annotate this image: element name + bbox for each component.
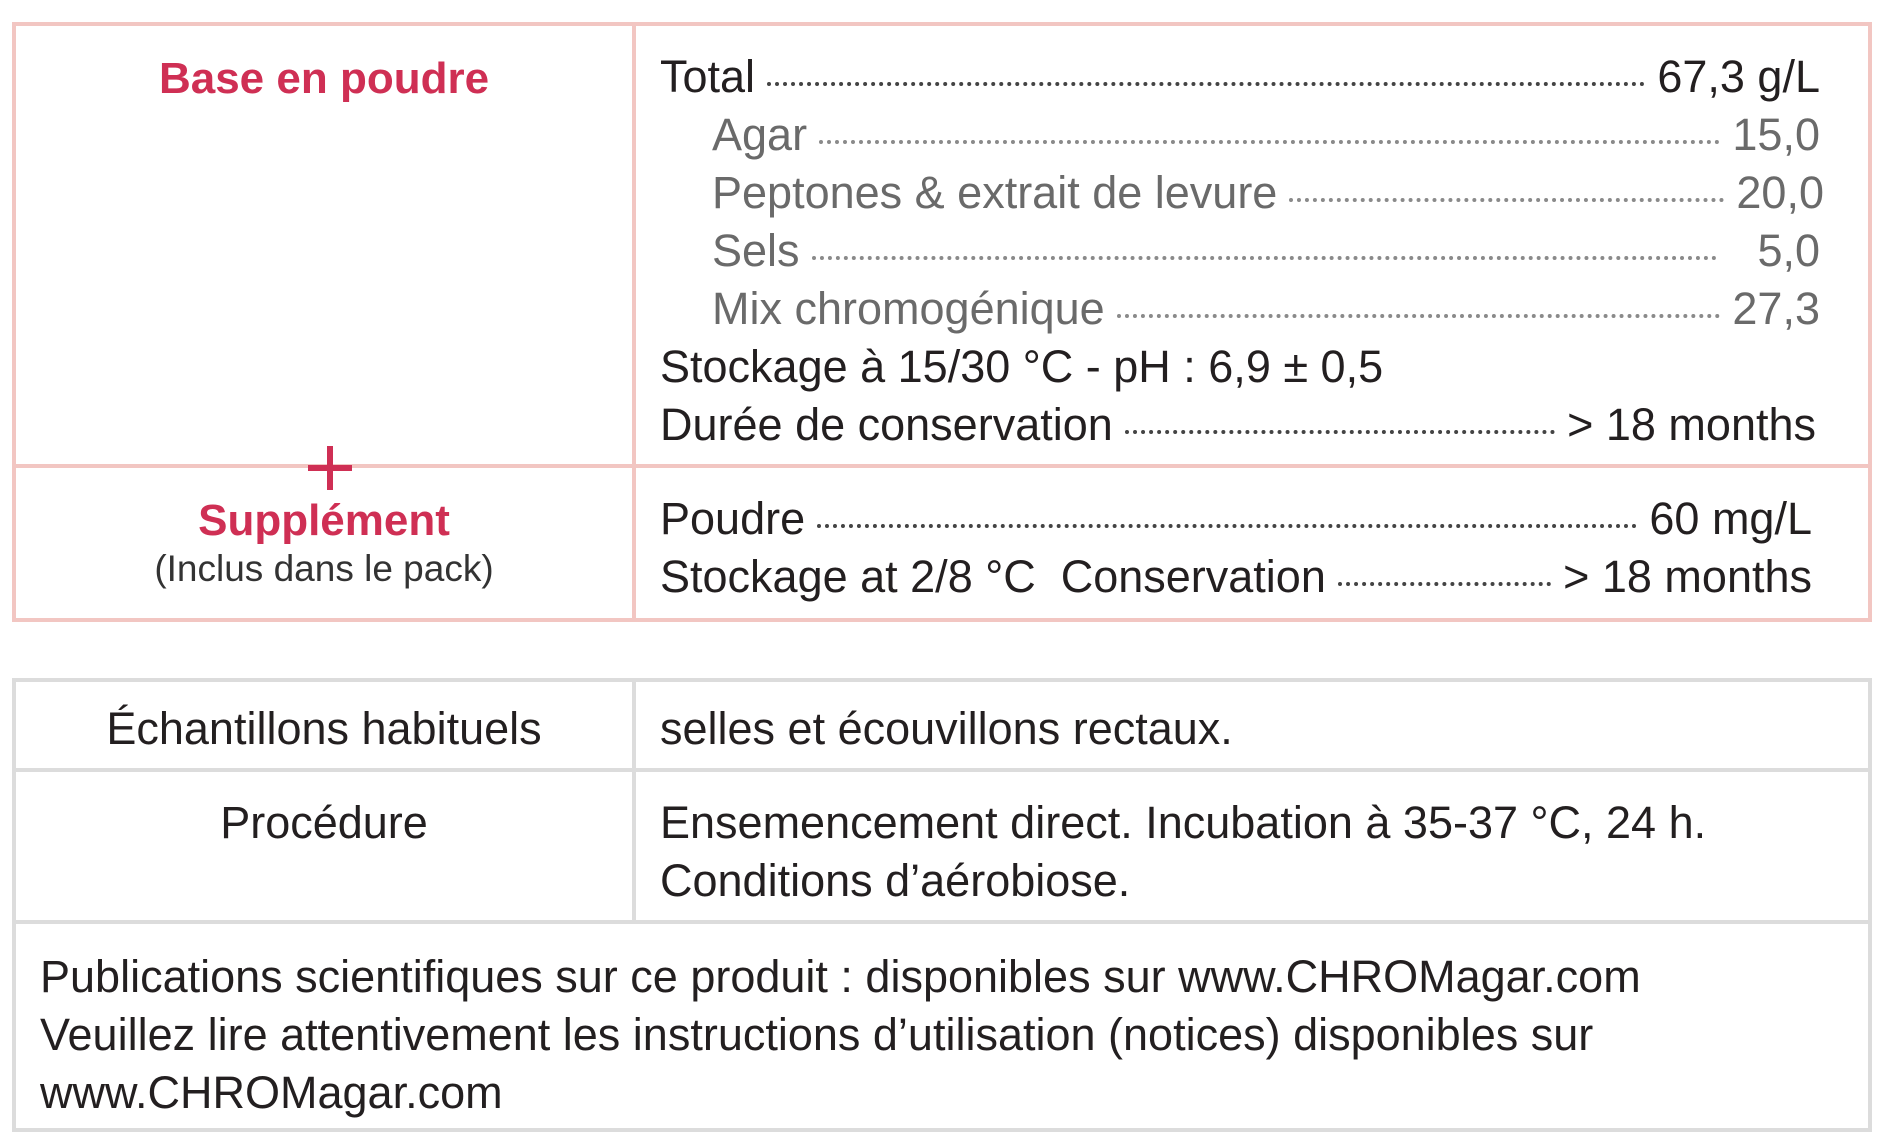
supplement-heading: Supplément	[198, 496, 450, 545]
row-label: Mix chromogénique	[712, 283, 1105, 334]
row-value: > 18 months	[1563, 551, 1812, 602]
row-label: Durée de conservation	[660, 399, 1113, 450]
total-row	[660, 48, 1820, 106]
powder-row	[660, 490, 1812, 548]
samples-label: Échantillons habituels	[106, 703, 542, 754]
row-label: Sels	[712, 225, 800, 276]
procedure-label: Procédure	[220, 797, 428, 848]
dot-leader	[1117, 314, 1721, 318]
row-divider	[12, 920, 1872, 924]
row-label: Peptones & extrait de levure	[712, 167, 1278, 218]
base-heading: Base en poudre	[158, 54, 490, 103]
column-divider	[632, 22, 636, 622]
base-storage: Stockage à 15/30 °C - pH : 6,9 ± 0,5	[660, 341, 1384, 392]
row-value: 27,3	[1732, 283, 1820, 334]
dot-leader	[1125, 430, 1555, 434]
dot-leader	[812, 256, 1718, 260]
row-divider	[12, 464, 1872, 468]
row-value: 20,0	[1736, 167, 1824, 218]
samples-value: selles et écouvillons rectaux.	[660, 703, 1233, 754]
sels-row	[712, 222, 1820, 280]
shelf-life-row	[660, 396, 1816, 454]
row-value: 67,3 g/L	[1657, 51, 1820, 102]
procedure-line-1: Ensemencement direct. Incubation à 35-37 °C, 24 h.	[660, 797, 1707, 848]
row-label: Total	[660, 51, 756, 102]
footer-line-2: Veuillez lire attentivement les instructions d’utilisation (notices) disponibles sur	[40, 1009, 1594, 1060]
dot-leader	[817, 524, 1637, 528]
footer-line-1: Publications scientifiques sur ce produit : disponibles sur www.CHROMagar.com	[40, 951, 1641, 1002]
row-value: 5,0	[1757, 225, 1820, 276]
row-label: Poudre	[660, 493, 806, 544]
dot-leader	[767, 82, 1645, 86]
agar-row	[712, 106, 1820, 164]
row-value: > 18 months	[1567, 399, 1816, 450]
chromogenic-mix-row	[712, 280, 1820, 338]
column-divider	[632, 678, 636, 924]
dot-leader	[1338, 582, 1551, 586]
dot-leader	[819, 140, 1720, 144]
supplement-note: (Inclus dans le pack)	[154, 548, 494, 589]
footer-line-3: www.CHROMagar.com	[40, 1067, 503, 1118]
plus-icon	[308, 446, 352, 490]
row-label: Stockage at 2/8 °C Conservation	[660, 551, 1326, 602]
procedure-line-2: Conditions d’aérobiose.	[660, 855, 1131, 906]
row-divider	[12, 768, 1872, 772]
row-value: 15,0	[1732, 109, 1820, 160]
peptones-row	[712, 164, 1824, 222]
row-label: Agar	[712, 109, 808, 160]
row-value: 60 mg/L	[1649, 493, 1812, 544]
dot-leader	[1289, 198, 1724, 202]
supplement-storage-row	[660, 548, 1812, 606]
